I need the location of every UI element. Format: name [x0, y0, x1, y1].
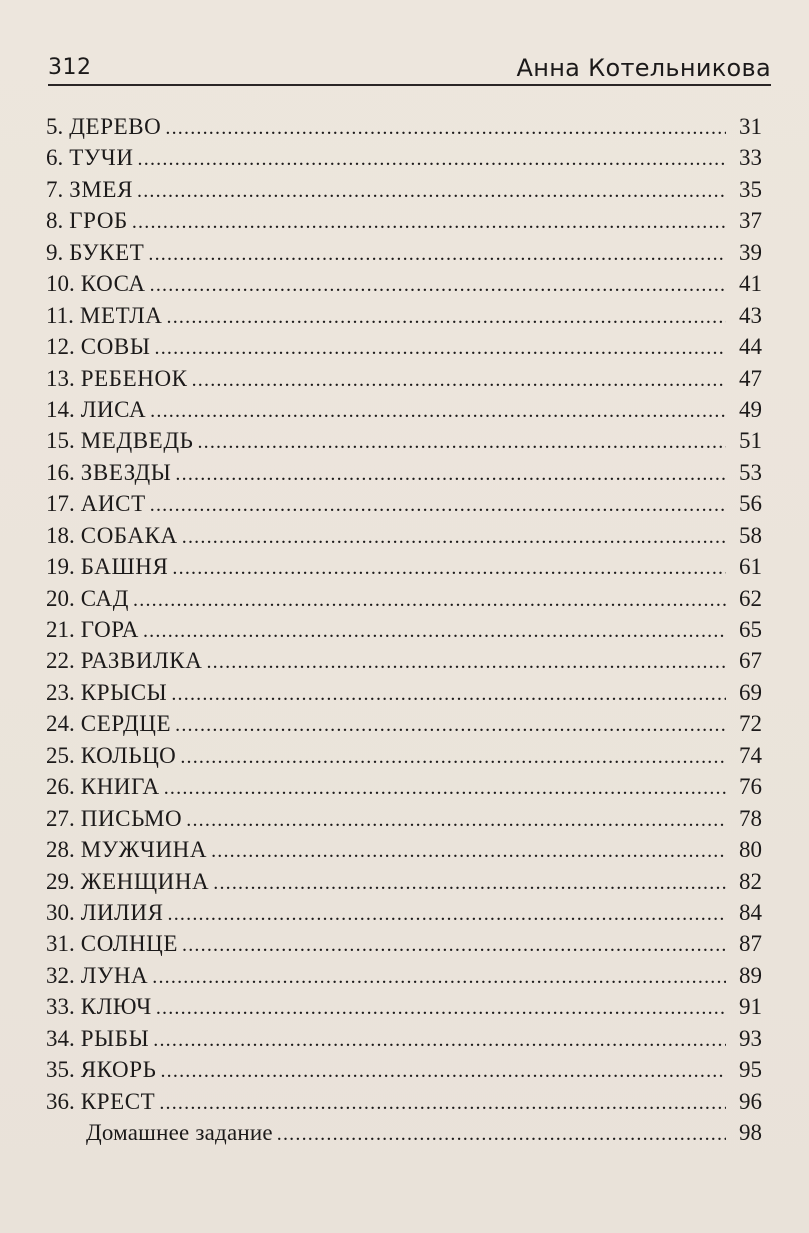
toc-entry-number: 27.: [46, 805, 75, 831]
toc-entry: [46, 583, 762, 614]
toc-entry: [46, 300, 762, 331]
toc-entry-number: 22.: [46, 648, 75, 674]
dot-leader: [143, 616, 726, 647]
dot-leader: [171, 679, 726, 710]
toc-entry-title: ЯКОРЬ: [80, 1057, 157, 1083]
toc-entry-page-number: 41: [739, 271, 762, 297]
dot-leader: [137, 176, 726, 207]
toc-entry: [46, 928, 762, 959]
toc-entry: [46, 174, 762, 205]
toc-entry-page-number: 37: [739, 208, 762, 234]
toc-entry: [46, 1023, 762, 1054]
toc-entry-number: 8.: [46, 208, 64, 234]
toc-entry-page-number: 47: [739, 365, 762, 391]
dot-leader: [192, 365, 726, 396]
dot-leader: [182, 522, 726, 553]
toc-entry-page-number: 49: [739, 396, 762, 422]
toc-entry-page-number: 56: [739, 491, 762, 517]
toc-entry-title: МЕТЛА: [79, 302, 163, 328]
toc-entry-number: 32.: [46, 962, 75, 988]
toc-entry-page-number: 58: [739, 522, 762, 548]
dot-leader: [186, 805, 726, 836]
toc-entry: [46, 237, 762, 268]
toc-entry: [46, 425, 762, 456]
dot-leader: [168, 899, 726, 930]
toc-entry-title: КОСА: [80, 271, 146, 297]
toc-entry-title: КРЫСЫ: [80, 679, 168, 705]
toc-entry-title: БУКЕТ: [69, 239, 145, 265]
dot-leader: [165, 113, 726, 144]
toc-entry-title: КНИГА: [80, 774, 160, 800]
toc-entry-page-number: 35: [739, 176, 762, 202]
dot-leader: [172, 553, 726, 584]
toc-entry-title: ГРОБ: [69, 208, 128, 234]
toc-entry-page-number: 65: [739, 617, 762, 642]
toc-entry-title: СОЛНЦЕ: [80, 931, 179, 957]
page-header: [48, 44, 771, 86]
toc-entry: [46, 645, 762, 676]
toc-entry-number: 23.: [46, 679, 75, 705]
toc-entry: [46, 991, 762, 1022]
dot-leader: [155, 333, 727, 364]
toc-entry-number: 36.: [46, 1088, 75, 1114]
toc-entry-number: 11.: [46, 302, 74, 328]
toc-entry-number: 7.: [46, 176, 64, 202]
toc-entry-page-number: 44: [739, 334, 762, 360]
toc-entry-title: СОВЫ: [80, 334, 151, 360]
dot-leader: [180, 742, 726, 773]
toc-entry-number: 34.: [46, 1025, 75, 1051]
toc-entry: [46, 331, 762, 362]
toc-entry-page-number: 72: [739, 711, 762, 737]
toc-entry-title: Домашнее задание: [86, 1120, 273, 1145]
toc-entry-number: 14.: [46, 396, 75, 422]
toc-entry-page-number: 82: [739, 868, 762, 894]
toc-entry: [46, 268, 762, 299]
toc-entry-page-number: 89: [739, 962, 762, 988]
toc-entry-title: КЛЮЧ: [80, 994, 152, 1020]
dot-leader: [160, 1056, 726, 1087]
toc-entry: [46, 614, 762, 645]
toc-entry-title: ЖЕНЩИНА: [80, 868, 210, 894]
toc-entry-title: ПИСЬМО: [80, 805, 183, 831]
toc-entry: [46, 488, 762, 519]
toc-entry: [46, 740, 762, 771]
toc-entry-page-number: 39: [739, 239, 762, 265]
toc-entry: [46, 803, 762, 834]
toc-entry-page-number: 62: [739, 585, 762, 611]
toc-entry-number: 30.: [46, 899, 75, 925]
toc-entry: [46, 1086, 762, 1117]
toc-entry-page-number: 31: [739, 114, 762, 139]
toc-entry: [46, 1117, 762, 1148]
toc-entry-title: ДЕРЕВО: [69, 114, 162, 139]
toc-entry: [46, 866, 762, 897]
toc-entry-number: 10.: [46, 271, 75, 297]
dot-leader: [153, 1025, 726, 1056]
toc-entry-number: 9.: [46, 239, 64, 265]
toc-entry: [46, 520, 762, 551]
dot-leader: [133, 585, 726, 616]
toc-entry-title: САД: [80, 585, 130, 611]
toc-entry-page-number: 91: [739, 994, 762, 1020]
toc-entry-number: 6.: [46, 145, 64, 171]
toc-entry-page-number: 43: [739, 302, 762, 328]
toc-entry-number: 29.: [46, 868, 75, 894]
toc-entry-page-number: 67: [739, 648, 762, 674]
dot-leader: [150, 270, 726, 301]
toc-entry-title: ЛИЛИЯ: [80, 899, 164, 925]
dot-leader: [213, 868, 726, 899]
toc-entry: [46, 834, 762, 865]
dot-leader: [175, 459, 726, 490]
toc-entry-number: 31.: [46, 931, 75, 957]
toc-entry-title: ЛИСА: [80, 396, 147, 422]
toc-entry-title: ЗВЕЗДЫ: [80, 459, 172, 485]
toc-entry-number: 33.: [46, 994, 75, 1020]
toc-entry-title: СЕРДЦЕ: [80, 711, 172, 737]
dot-leader: [175, 710, 726, 741]
toc-entry-page-number: 80: [739, 837, 762, 863]
toc-entry: [46, 960, 762, 991]
toc-entry: [46, 1054, 762, 1085]
toc-entry-title: АИСТ: [80, 491, 146, 517]
toc-entry-number: 5.: [46, 114, 64, 139]
dot-leader: [206, 647, 726, 678]
dot-leader: [197, 427, 726, 458]
toc-entry-title: ЛУНА: [80, 962, 149, 988]
toc-entry-number: 24.: [46, 711, 75, 737]
toc-entry-page-number: 96: [739, 1088, 762, 1114]
toc-entry: [46, 708, 762, 739]
toc-entry-page-number: 69: [739, 679, 762, 705]
toc-entry-title: КРЕСТ: [80, 1088, 156, 1114]
toc-entry-number: 17.: [46, 491, 75, 517]
toc-entry-number: 35.: [46, 1057, 75, 1083]
toc-entry-number: 25.: [46, 742, 75, 768]
toc-entry-number: 28.: [46, 837, 75, 863]
toc-entry-title: РАЗВИЛКА: [80, 648, 203, 674]
toc-entry: [46, 457, 762, 488]
toc-entry-title: ГОРА: [80, 617, 139, 642]
dot-leader: [132, 207, 726, 238]
dot-leader: [148, 239, 726, 270]
toc-entry-page-number: 87: [739, 931, 762, 957]
toc-entry-number: 21.: [46, 617, 75, 642]
toc-entry-page-number: 76: [739, 774, 762, 800]
toc-entry: [46, 897, 762, 928]
toc-entry-page-number: 53: [739, 459, 762, 485]
dot-leader: [211, 836, 726, 867]
toc-entry-title: ТУЧИ: [69, 145, 134, 171]
toc-entry-number: 15.: [46, 428, 75, 454]
toc-entry-number: 12.: [46, 334, 75, 360]
toc-entry-title: МУЖЧИНА: [80, 837, 208, 863]
toc-entry-title: РЫБЫ: [80, 1025, 150, 1051]
toc-entry-title: РЕБЕНОК: [80, 365, 188, 391]
toc-entry-title: МЕДВЕДЬ: [80, 428, 194, 454]
toc-entry: [46, 677, 762, 708]
dot-leader: [152, 962, 726, 993]
toc-entry-number: 26.: [46, 774, 75, 800]
toc-entry: [46, 205, 762, 236]
dot-leader: [182, 930, 726, 961]
toc-entry: [46, 394, 762, 425]
toc-entry-page-number: 93: [739, 1025, 762, 1051]
table-of-contents: [46, 111, 762, 1148]
toc-entry-page-number: 51: [739, 428, 762, 454]
toc-entry: [46, 551, 762, 582]
toc-entry: [46, 142, 762, 173]
toc-entry: [46, 111, 762, 142]
toc-entry-page-number: 98: [739, 1120, 762, 1145]
dot-leader: [167, 302, 726, 333]
toc-entry-page-number: 78: [739, 805, 762, 831]
toc-entry-page-number: 33: [739, 145, 762, 171]
toc-entry-page-number: 84: [739, 899, 762, 925]
toc-entry-page-number: 74: [739, 742, 762, 768]
toc-entry-title: ЗМЕЯ: [69, 176, 134, 202]
toc-entry: [46, 363, 762, 394]
dot-leader: [150, 396, 726, 427]
dot-leader: [150, 490, 726, 521]
toc-entry-number: 20.: [46, 585, 75, 611]
toc-entry: [46, 771, 762, 802]
dot-leader: [156, 993, 726, 1024]
page-number: 312: [48, 55, 92, 80]
toc-entry-title: БАШНЯ: [80, 554, 169, 580]
toc-entry-page-number: 95: [739, 1057, 762, 1083]
running-head-author: Анна Котельникова: [516, 54, 771, 82]
dot-leader: [159, 1088, 726, 1119]
toc-entry-title: КОЛЬЦО: [80, 742, 177, 768]
toc-entry-page-number: 61: [739, 554, 762, 580]
toc-entry-number: 18.: [46, 522, 75, 548]
dot-leader: [277, 1119, 726, 1150]
dot-leader: [164, 773, 726, 804]
dot-leader: [138, 144, 726, 175]
toc-entry-number: 13.: [46, 365, 75, 391]
toc-entry-number: 19.: [46, 554, 75, 580]
toc-entry-title: СОБАКА: [80, 522, 178, 548]
toc-entry-number: 16.: [46, 459, 75, 485]
